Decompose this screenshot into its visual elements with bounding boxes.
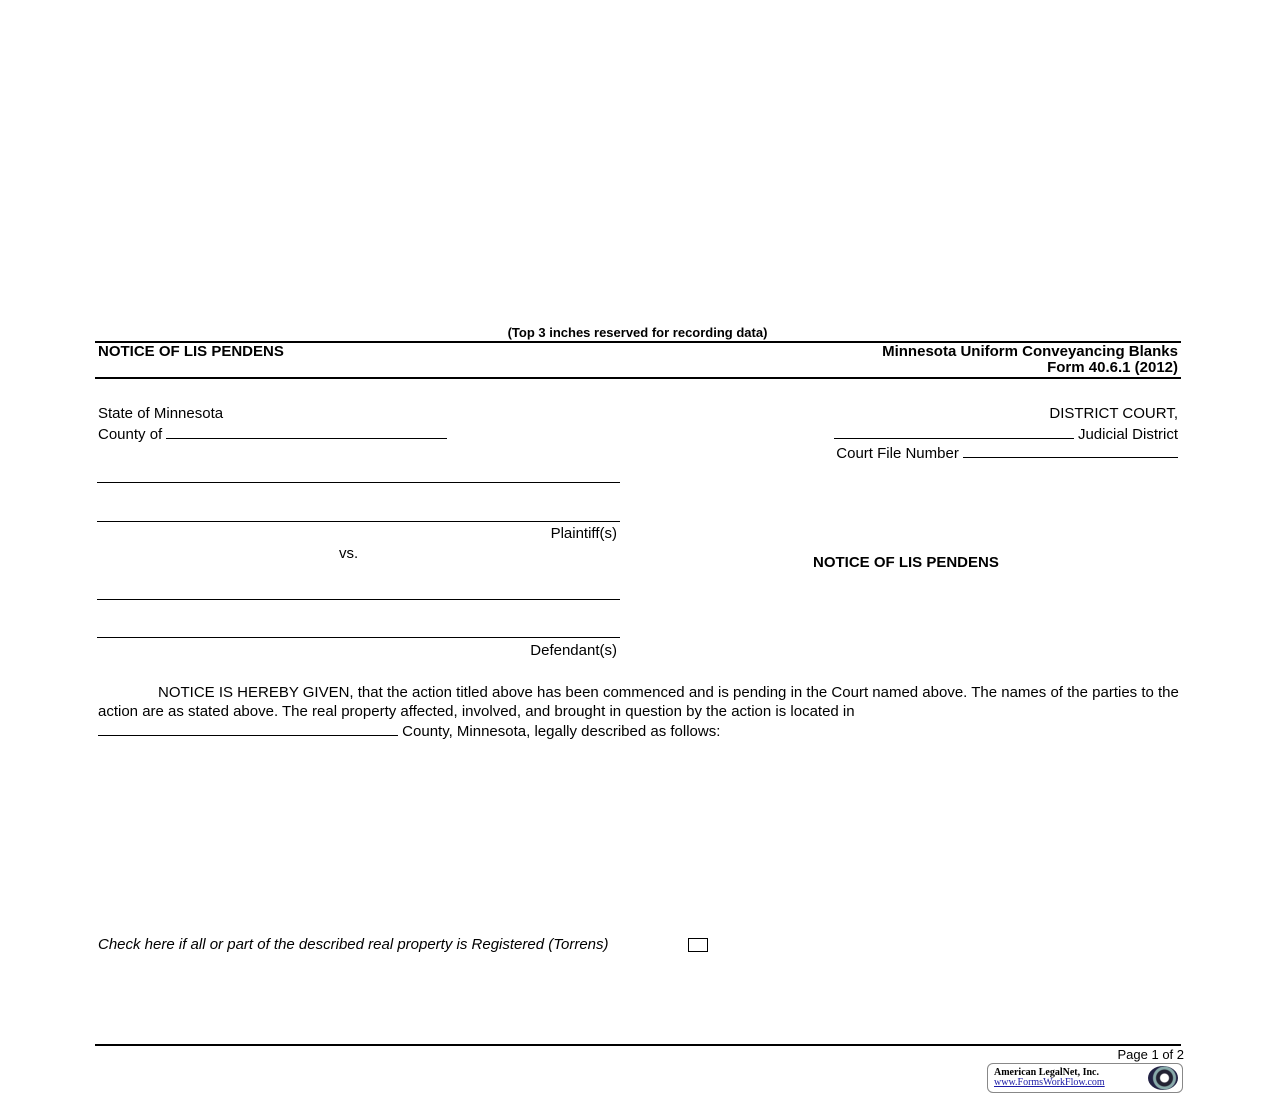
county-label: County of	[98, 426, 163, 443]
defendant-line-2[interactable]	[97, 637, 620, 638]
district-court-label: DISTRICT COURT,	[1049, 405, 1178, 422]
american-legalnet-logo[interactable]	[987, 1063, 1183, 1093]
torrens-label: Check here if all or part of the described real property is Registered (Torrens)	[98, 936, 609, 953]
notice-intro-text: NOTICE IS HEREBY GIVEN, that the action titled above has been commenced and is pending in the Court named above. The names of the parties to the action are as stated above. The real property affected, involved, and brought in question by the action is located in	[98, 684, 1179, 720]
county-row	[98, 424, 447, 444]
judicial-district-row	[834, 424, 1178, 444]
notice-paragraph	[98, 683, 1180, 741]
torrens-checkbox[interactable]	[688, 938, 708, 952]
plaintiffs-label: Plaintiff(s)	[550, 525, 617, 542]
property-county-field[interactable]	[98, 721, 398, 736]
document-title: NOTICE OF LIS PENDENS	[813, 554, 999, 571]
judicial-district-label: Judicial District	[1077, 426, 1178, 443]
county-field[interactable]	[166, 424, 447, 439]
reserved-note: (Top 3 inches reserved for recording data)	[507, 325, 768, 340]
notice-end-text: County, Minnesota, legally described as follows:	[402, 723, 721, 740]
form-title: NOTICE OF LIS PENDENS	[98, 343, 284, 360]
footer-rule	[95, 1044, 1181, 1046]
form-number: Form 40.6.1 (2012)	[1047, 359, 1178, 376]
court-file-label: Court File Number	[836, 445, 959, 462]
court-file-number-field[interactable]	[963, 443, 1178, 458]
header-bottom-rule	[95, 377, 1181, 379]
judicial-district-field[interactable]	[834, 424, 1074, 439]
logo-url[interactable]: www.FormsWorkFlow.com	[994, 1077, 1105, 1088]
globe-icon	[1148, 1066, 1178, 1090]
state-label: State of Minnesota	[98, 405, 224, 422]
defendant-line-1[interactable]	[97, 599, 620, 600]
logo-name: American LegalNet, Inc.	[994, 1067, 1099, 1078]
form-series: Minnesota Uniform Conveyancing Blanks	[882, 343, 1178, 360]
page-number: Page 1 of 2	[1117, 1047, 1184, 1062]
plaintiff-line-2[interactable]	[97, 521, 620, 522]
plaintiff-line-1[interactable]	[97, 482, 620, 483]
vs-label: vs.	[339, 545, 359, 562]
court-file-row	[836, 443, 1178, 463]
defendants-label: Defendant(s)	[530, 642, 617, 659]
